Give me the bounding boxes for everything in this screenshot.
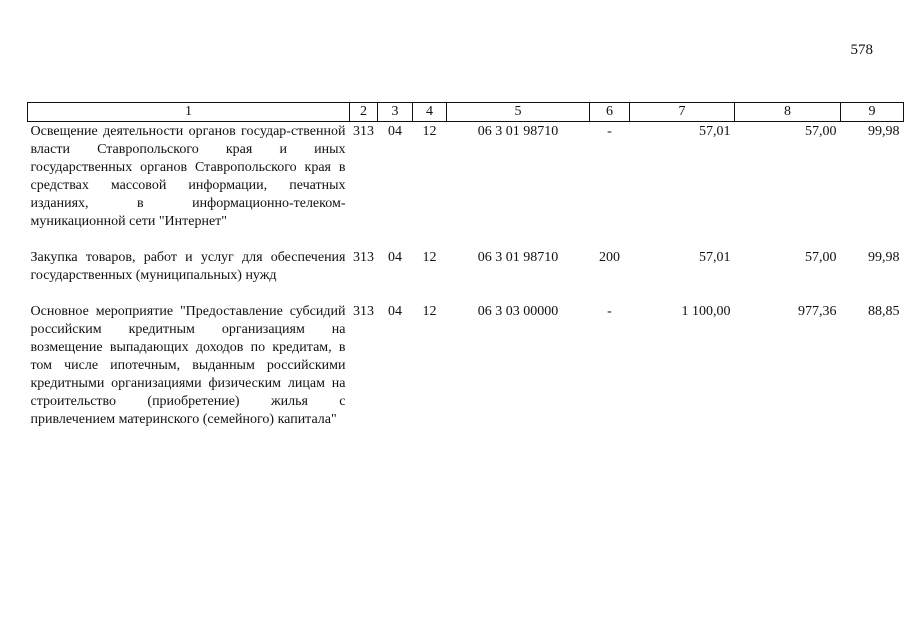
row-plan-amount: 57,01 xyxy=(699,250,731,265)
column-header: 2 xyxy=(350,103,378,122)
row-description: Закупка товаров, работ и услуг для обеспечения государственных (муниципальных) нужд xyxy=(30,250,346,283)
row-target-code: 06 3 01 98710 xyxy=(477,124,559,139)
table-row xyxy=(28,302,904,429)
budget-table xyxy=(27,102,904,429)
table-row xyxy=(28,122,904,232)
row-actual-amount: 57,00 xyxy=(805,250,837,265)
column-header: 5 xyxy=(447,103,590,122)
column-header: 6 xyxy=(590,103,630,122)
header-row xyxy=(28,103,904,122)
row-actual-amount: 57,00 xyxy=(805,124,837,139)
row-ministry-code: 313 xyxy=(353,304,374,319)
row-subsection-code: 12 xyxy=(422,250,437,265)
row-section-code: 04 xyxy=(388,124,402,139)
row-percent: 88,85 xyxy=(868,304,900,319)
row-ministry-code: 313 xyxy=(353,124,374,139)
column-header: 4 xyxy=(413,103,447,122)
column-header: 7 xyxy=(630,103,735,122)
row-target-code: 06 3 01 98710 xyxy=(477,250,559,265)
row-expense-type: - xyxy=(607,304,612,319)
column-header: 3 xyxy=(378,103,413,122)
column-header: 8 xyxy=(735,103,841,122)
table-row xyxy=(28,248,904,285)
row-subsection-code: 12 xyxy=(422,124,437,139)
row-percent: 99,98 xyxy=(868,250,900,265)
row-percent: 99,98 xyxy=(868,124,900,139)
row-section-code: 04 xyxy=(388,250,402,265)
column-header: 1 xyxy=(28,103,350,122)
row-subsection-code: 12 xyxy=(422,304,437,319)
row-spacer xyxy=(28,285,904,302)
row-actual-amount: 977,36 xyxy=(798,304,837,319)
row-expense-type: - xyxy=(607,124,612,139)
column-header: 9 xyxy=(841,103,904,122)
row-spacer xyxy=(28,231,904,248)
row-target-code: 06 3 03 00000 xyxy=(477,304,559,319)
page-number: 578 xyxy=(850,42,873,58)
row-plan-amount: 57,01 xyxy=(699,124,731,139)
row-expense-type: 200 xyxy=(599,250,620,265)
row-section-code: 04 xyxy=(388,304,402,319)
row-description: Основное мероприятие "Предоставление субсидий российским кредитным организациям на возмещение выпадающих доходов по кредитам, в том числе ипотечным, выданным российскими кредитными организациями физическим лицам на строительство (приобретение) жилья с привлечением материнского (семейного) капитала" xyxy=(30,304,346,427)
row-ministry-code: 313 xyxy=(353,250,374,265)
row-description: Освещение деятельности органов государ-ственной власти Ставропольского края и иных государственных органов Ставропольского края в средствах массовой информации, печатных изданиях, в информационно-телеком-муникационной сети "Интернет" xyxy=(30,124,346,229)
row-plan-amount: 1 100,00 xyxy=(681,304,731,319)
